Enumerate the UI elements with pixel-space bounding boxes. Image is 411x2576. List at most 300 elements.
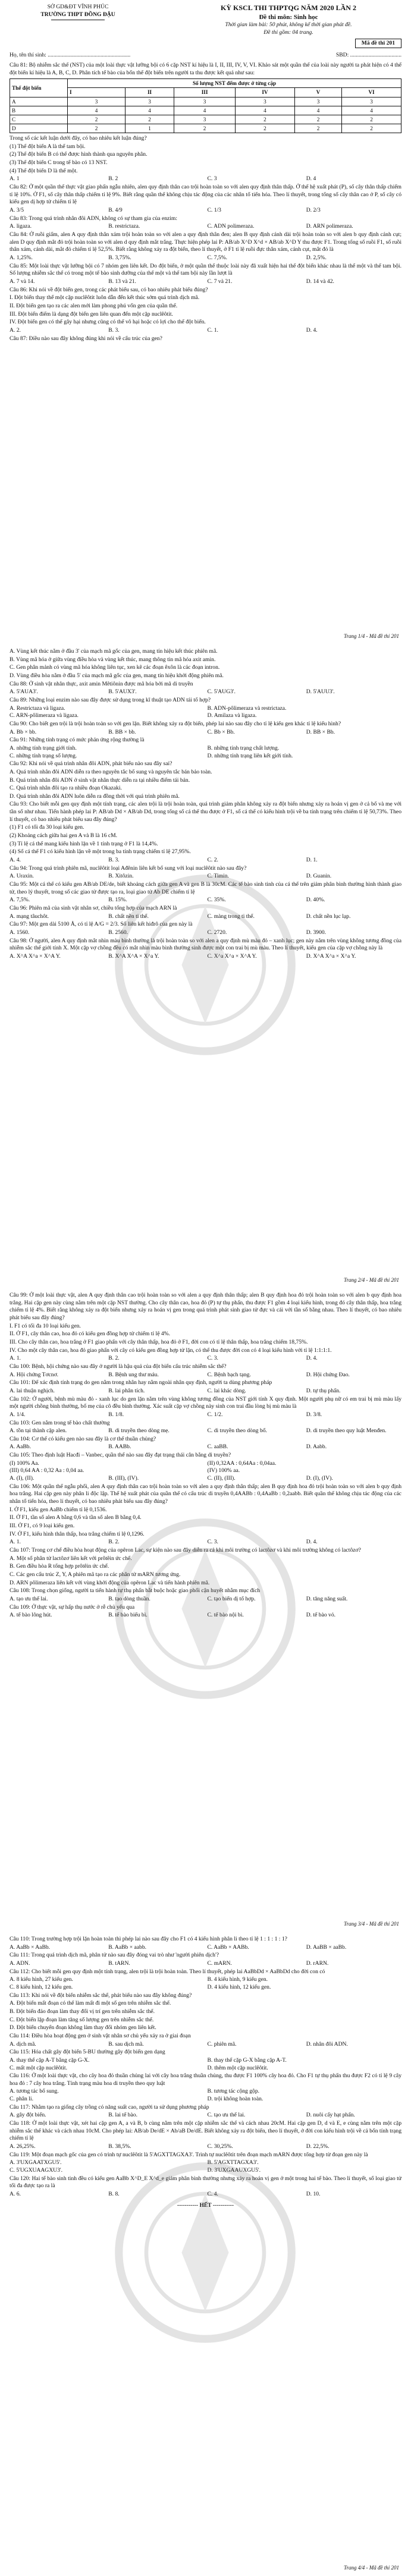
exam-title-block [175, 4, 401, 48]
answer-option[interactable]: A. Bb × bb. [10, 728, 37, 735]
answer-option[interactable]: A. 1,25%. [10, 254, 33, 261]
answer-option[interactable]: C. aaBB. [207, 1443, 228, 1451]
question: Câu 116: Ở một loài thực vật, cho cây hoa đỏ thuần chủng lai với cây hoa trắng thuần chủng, thu được F1 100% cây hoa đỏ. Cho F1 tự thụ phấn thu được F2 có tỉ lệ 9 cây hoa đỏ : 7 cây hoa trắng. Tính trạng màu hoa di truyền theo quy luật [10, 2072, 401, 2087]
answer-options [10, 953, 401, 961]
answer-options [10, 729, 401, 737]
answer-option[interactable]: D. Đột biến chuyển đoạn không làm thay đổi nhóm gen liên kết. [10, 2024, 156, 2031]
answer-option[interactable]: B. AaBb × aabb. [108, 1943, 147, 1951]
question: Câu 92: Khi nói về quá trình nhân đôi ADN, phát biểu nào sau đây sai? [10, 760, 172, 768]
answer-option[interactable]: D. Vùng điều hòa nằm ở đầu 5' của mạch mã gốc của gen, mang tín hiệu khởi động phiên mã. [10, 672, 224, 679]
answer-option[interactable]: B. Quá trình nhân đôi ADN ở sinh vật nhân thực diễn ra tại nhiều điểm tái bản. [10, 776, 190, 784]
question: Câu 103: Gen nằm trong tế bào chất thường [10, 1419, 110, 1426]
answer-option[interactable]: C. mARN. [207, 1959, 232, 1967]
question: Câu 86: Khi nói về đột biến gen, trong các phát biểu sau, có bao nhiêu phát biểu đúng? [10, 286, 208, 293]
answer-options [10, 207, 401, 215]
answer-option[interactable]: D. Guanin. [306, 873, 332, 880]
answer-option[interactable]: C. 7,5%. [207, 254, 228, 261]
answer-option[interactable]: A. 3/5 [10, 207, 24, 214]
answer-option[interactable]: A. Đột biến mất đoạn có thể làm mất đi một số gen trên nhiễm sắc thể. [10, 2000, 171, 2007]
answer-option[interactable]: C. 5'AUG3'. [207, 688, 236, 696]
question: Câu 105: Theo định luật Hacđi – Vanbec, quần thể nào sau đây đạt trạng thái cân bằng di truyền? [10, 1452, 231, 1459]
question: Câu 102: Ở người, bệnh mù màu đỏ - xanh lục do gen lặn nằm trên vùng không tương đồng của NST giới tính X quy định. Một người phụ nữ có em trai bị mù màu lấy một người chồng bình thường, bố mẹ của cô đều bình thường. Xác suất cặp vợ chồng này sinh con trai đầu lòng bị mù màu là [10, 1395, 401, 1410]
answer-option[interactable]: A. AaBb. [10, 1443, 31, 1451]
candidate-sbd: SBD: .................................... [335, 52, 401, 59]
answer-option[interactable]: B. BB × bb. [108, 728, 136, 735]
question: Câu 107: Trong cơ chế điều hòa hoạt động của opêron Lac, sự kiện nào sau đây diễn ra cả khi môi trường có lactôzơ và khi môi trường không có lactôzơ? [10, 1547, 361, 1553]
answer-option[interactable]: B. 2 [108, 175, 118, 183]
answer-option[interactable]: B. AABb. [108, 1443, 131, 1451]
answer-options [10, 1960, 401, 1968]
exam-pages: Đề thi gồm: 04 trang. [263, 29, 313, 36]
end-marker: ----------- HẾT ----------- [177, 2201, 234, 2209]
table-cell: 3 [126, 97, 174, 106]
answer-option[interactable]: B. thay thế cặp G-X bằng cặp A-T. [207, 2056, 287, 2064]
answer-option[interactable]: D. những tính trạng liên kết giới tính. [207, 752, 293, 759]
dept-name: SỞ GD&ĐT VĨNH PHÚC [47, 4, 109, 10]
answer-option[interactable]: D. X^A X^a × X^a Y. [306, 952, 356, 960]
question-prompt: Trong số các kết luận dưới đây, có bao nhiêu kết luận đúng? [10, 135, 147, 142]
answer-option[interactable]: A. Restrictaza và ligaza. [10, 704, 65, 712]
answer-options [10, 1427, 401, 1435]
answer-option[interactable]: C. Các gen cấu trúc Z, Y, A phiên mã tạo ra các phân tử mARN tương ứng. [10, 1571, 181, 1578]
answer-option[interactable]: A. 5'AUA3'. [10, 688, 38, 696]
page-footer: Trang 3/4 - Mã đề thi 201 [343, 1921, 399, 1927]
table-cell: 2 [236, 115, 295, 124]
candidate-name: Họ, tên thí sinh: .......................................................... [10, 52, 131, 59]
statement: (3) Thể đột biến C trong tế bào có 13 NST. [10, 159, 108, 166]
answer-option[interactable]: A. 1. [10, 1355, 21, 1362]
answer-option[interactable]: D. Quá trình nhân đôi ADN luôn diễn ra đồng thời với quá trình phiên mã. [10, 792, 180, 800]
answer-option[interactable]: D. 3'UXGAAUXGU5'. [207, 2167, 261, 2174]
answer-option[interactable]: D. Aabb. [306, 1443, 327, 1451]
answer-option[interactable]: D. rARN. [306, 1959, 329, 1967]
exam-page-4 [0, 1932, 411, 2575]
statement: (IV) 100% aa. [207, 1467, 240, 1474]
answer-options [10, 2057, 401, 2072]
answer-option[interactable]: B. 5'AUX3'. [108, 688, 137, 696]
table-cell: 2 [236, 124, 295, 133]
table-cell: 4 [68, 106, 126, 115]
answer-options [10, 2112, 401, 2119]
answer-option[interactable]: B. 2. [108, 1355, 120, 1362]
answer-option[interactable]: C. phân li. [10, 2096, 33, 2103]
answer-options [10, 254, 401, 262]
answer-options [10, 1411, 401, 1419]
answer-option[interactable]: C. phiên mã. [207, 2040, 237, 2047]
answer-option[interactable]: D. 4 kiểu hình, 12 kiểu gen. [207, 1983, 271, 1990]
answer-option[interactable]: A. ADN. [10, 1959, 30, 1967]
answer-option[interactable]: B. (III), (IV). [108, 1475, 139, 1482]
table-cell: A [10, 97, 68, 106]
answer-option[interactable]: A. 1. [10, 1539, 21, 1546]
answer-option[interactable]: D. tự thụ phấn. [306, 1387, 341, 1394]
statement: I. Ở F1, kiểu gen AaBb chiếm tỉ lệ 0,1536. [10, 1506, 107, 1513]
answer-option[interactable]: A. 3'UXGAATXGU5'. [10, 2159, 62, 2166]
answer-option[interactable]: A. AaBb × AaBb. [10, 1943, 51, 1951]
answer-option[interactable]: B. 15%. [108, 897, 127, 904]
statement: (1) Thể đột biến A là thể tam bội. [10, 143, 86, 150]
question: Câu 114: Điều hòa hoạt động gen ở sinh vật nhân sơ chủ yếu xảy ra ở giai đoạn [10, 2032, 191, 2039]
question: Câu 108: Trong chọn giống, người ta tiến hành tự thụ phấn bắt buộc hoặc giao phối cận huyết nhằm mục đích [10, 1587, 261, 1594]
answer-option[interactable]: B. tương tác cộng gộp. [207, 2088, 260, 2095]
answer-option[interactable]: C. 1/3 [207, 207, 221, 214]
question: Câu 98: Ở người, alen A quy định mắt nhìn màu bình thường là trội hoàn toàn so với alen a quy định mù màu đỏ – xanh lục; gen này nằm trên vùng không tương đồng của nhiễm sắc thể giới tính X. Một cặp vợ chồng đều có mắt nhìn màu bình thường sinh được một con trai bị mù màu. Theo lí thuyết, kiểu gen của cặp vợ chồng này là [10, 937, 401, 952]
answer-option[interactable]: C. tạo biến dị tổ hợp. [207, 1595, 256, 1602]
answer-option[interactable]: C. Bệnh bạch tạng. [207, 1371, 251, 1378]
statement: (4) Số cá thể F1 có kiểu hình lặn về một trong ba tính trạng chiếm tỉ lệ 27,95%. [10, 848, 191, 855]
answer-option[interactable]: B. sau dịch mã. [108, 2040, 144, 2047]
exam-page-1 [0, 0, 411, 644]
answer-option[interactable]: A. 1560. [10, 929, 30, 936]
answer-option[interactable]: D. 4 [306, 175, 316, 183]
answer-option[interactable]: C. 5'UGXUAAGXU3'. [10, 2167, 62, 2174]
answer-option[interactable]: D. tăng năng suất. [306, 1595, 348, 1602]
answer-options [10, 913, 401, 921]
answer-option[interactable]: B. lai phân tích. [108, 1387, 145, 1394]
answer-option[interactable]: C. 1/2. [207, 1411, 223, 1418]
page-footer: Trang 2/4 - Mã đề thi 201 [343, 1277, 399, 1284]
answer-option[interactable]: C. màng trong ti thể. [207, 913, 255, 920]
answer-option[interactable]: B. 3. [108, 857, 120, 864]
question: Câu 109: Ở thực vật, sự hấp thụ nước ở rễ chủ yếu qua [10, 1603, 135, 1611]
answer-option[interactable]: D. 3/8. [306, 1411, 322, 1418]
answer-options [10, 1596, 401, 1603]
answer-option[interactable]: D. trội không hoàn toàn. [207, 2096, 263, 2103]
table-cell: 4 [342, 106, 401, 115]
answer-option[interactable]: A. Hội chứng Tơcnơ. [10, 1371, 59, 1378]
answer-option[interactable]: A. lai thuận nghịch. [10, 1387, 55, 1394]
answer-option[interactable]: C. (II), (III). [207, 1475, 236, 1482]
table-cell: 3 [174, 97, 236, 106]
answer-option[interactable]: A. 6. [10, 2191, 21, 2197]
answer-option[interactable]: B. 3. [108, 326, 120, 334]
answer-option[interactable]: C. 4. [207, 2191, 218, 2197]
page-footer: Trang 4/4 - Mã đề thi 201 [343, 2565, 399, 2571]
statement: III. Cho cây thân cao, hoa trắng ở F1 giao phấn với cây thân thấp, hoa đỏ ở F1, đời con có tỉ lệ thân thấp, hoa trắng chiếm 18,75%. [10, 1338, 308, 1345]
answer-option[interactable]: D. 40%. [306, 897, 325, 904]
question: Câu 93: Cho biết mỗi gen quy định một tính trạng, các alen trội là trội hoàn toàn, quá trình giảm phân không xảy ra đột biến nhưng xảy ra hoán vị gen ở cả bố và mẹ với tần số như nhau. Tiến hành phép lai P: AB/ab Dd × AB/ab Dd, trong tổng số cá thể thu được ở F1, số cá thể có kiểu hình trội về ba tính trạng trên chiếm tỉ lệ 50,73%. Theo lí thuyết, có bao nhiêu phát biểu sau đây đúng? [10, 801, 401, 823]
answer-option[interactable]: C. Đột biến lặp đoạn làm tăng số lượng gen trên nhiễm sắc thể. [10, 2016, 154, 2023]
statement: (1) F1 có tối đa 30 loại kiểu gen. [10, 824, 84, 831]
answer-option[interactable]: B. 8. [108, 2191, 120, 2197]
answer-option[interactable]: C. những tính trạng số lượng. [10, 752, 77, 759]
answer-option[interactable]: C. 2. [207, 857, 218, 864]
answer-option[interactable]: C. Gen phân mảnh có vùng mã hóa không liên tục, xen kẽ các đoạn êxôn là các đoạn intron. [10, 664, 220, 671]
answer-option[interactable]: A. 1/4. [10, 1411, 26, 1418]
answer-option[interactable]: B. di truyền theo dòng mẹ. [108, 1427, 170, 1435]
answer-option[interactable]: C. tế bào nội bì. [207, 1612, 244, 1619]
table-cell: B [10, 106, 68, 115]
answer-option[interactable]: B. X^A X^A × X^a Y. [108, 952, 159, 960]
answer-option[interactable]: D. chất nền lục lạp. [306, 913, 351, 920]
answer-option[interactable]: A. tương tác bổ sung. [10, 2088, 59, 2095]
answer-options [10, 2088, 401, 2103]
answer-option[interactable]: C. 8 kiểu hình, 12 kiểu gen. [10, 1983, 73, 1990]
answer-option[interactable]: C. X^a X^a × X^A Y. [207, 952, 257, 960]
statements [10, 1460, 401, 1475]
answer-option[interactable]: A. tế bào lông hút. [10, 1612, 52, 1619]
answer-option[interactable]: A. những tính trạng giới tính. [10, 744, 77, 751]
table-cell: 2 [294, 124, 341, 133]
answer-option[interactable]: D. 22,5%. [306, 2143, 330, 2150]
answer-option[interactable]: A. Quá trình nhân đôi ADN diễn ra theo nguyên tắc bổ sung và nguyên tắc bán bảo toàn. [10, 768, 212, 775]
answer-option[interactable]: C. ARN-pôlimeraza và ligaza. [10, 712, 79, 719]
statement: (4) Thể đột biến D là thể một. [10, 167, 78, 174]
question: Câu 120: Hai tế bào sinh tinh đều có kiểu gen AaBb X^D_E X^d_e giảm phân bình thường nhưng xảy ra hoán vị gen ở một trong hai tế bào. Theo lí thuyết, số loại giao tử tối đa được tạo ra là [10, 2175, 401, 2190]
question: Câu 111: Trong quá trình dịch mã, phân tử nào sau đây đóng vai trò như 'người phiên dịch'? [10, 1952, 219, 1959]
table-cell: 3 [174, 115, 236, 124]
answer-options [10, 1372, 401, 1379]
answer-option[interactable]: B. lai tế bào. [108, 2112, 138, 2119]
answer-option[interactable]: A. gây đột biến. [10, 2112, 46, 2119]
table-cell: C [10, 115, 68, 124]
answer-option[interactable]: C. 7 và 21. [207, 278, 233, 285]
answer-options [10, 2191, 401, 2198]
answer-option[interactable]: C. Quá trình nhân đôi tạo ra nhiều đoạn Okazaki. [10, 785, 122, 792]
answer-option[interactable]: D. nuôi cấy hạt phấn. [306, 2112, 355, 2119]
answer-option[interactable]: A. 26,25%. [10, 2143, 36, 2150]
answer-options [10, 1475, 401, 1483]
table-col: III [174, 88, 236, 97]
table-header: Số lượng NST đếm được ở từng cặp [68, 79, 401, 88]
answer-option[interactable]: B. Vùng mã hóa ở giữa vùng điều hòa và vùng kết thúc, mang thông tin mã hóa axit amin. [10, 656, 216, 663]
answer-options [10, 2143, 401, 2151]
answer-option[interactable]: C. 3. [207, 1539, 218, 1546]
answer-option[interactable]: B. Xitôzin. [108, 873, 134, 880]
answer-option[interactable]: B. 13 và 21. [108, 278, 136, 285]
answer-options [10, 1388, 401, 1395]
table-cell: 4 [236, 106, 295, 115]
answer-option[interactable]: C. Bb × Bb. [207, 728, 235, 735]
answer-options [10, 175, 401, 183]
answer-option[interactable]: D. di truyền theo quy luật Menđen. [306, 1427, 387, 1435]
statement: III. Ở F1, có 9 loại kiểu gen. [10, 1523, 75, 1530]
answer-option[interactable]: A. 7,5%. [10, 897, 30, 904]
answer-options [10, 1355, 401, 1363]
table-cell: 2 [68, 124, 126, 133]
answer-option[interactable]: D. nhân đôi ADN. [306, 2040, 348, 2047]
answer-options [10, 857, 401, 864]
question: Câu 100: Bệnh, hội chứng nào sau đây ở người là hậu quả của đột biến cấu trúc nhiễm sắc thể? [10, 1363, 227, 1370]
question: Câu 119: Một đoạn mạch gốc của gen có trình tự nuclêôtit là 5'AGXTTAGXA3'. Trình tự nuclêôtit trên đoạn mạch mARN được tổng hợp từ đoạn gen này là [10, 2151, 368, 2158]
answer-option[interactable]: C. mất một cặp nuclêôtit. [10, 2064, 67, 2071]
table-cell: D [10, 124, 68, 133]
table-cell: 3 [68, 97, 126, 106]
answer-option[interactable]: D. 5'AUU3'. [306, 688, 335, 696]
question: Câu 101: Để xác định tính trạng do gen nằm trong nhân hay nằm ngoài nhân quy định, người ta dùng phương pháp [10, 1379, 272, 1386]
exam-header [10, 4, 401, 48]
statement: I. Đột biến thay thế một cặp nuclêôtit luôn dẫn đến kết thúc sớm quá trình dịch mã. [10, 294, 200, 301]
answer-option[interactable]: A. Vùng kết thúc nằm ở đầu 3' của mạch mã gốc của gen, mang tín hiệu kết thúc phiên mã. [10, 648, 218, 655]
table-cell: 1 [126, 124, 174, 133]
answer-option[interactable]: D. Hội chứng Đao. [306, 1371, 350, 1378]
answer-option[interactable]: C. lai khác dòng. [207, 1387, 246, 1394]
answer-option[interactable]: D. 4. [306, 1539, 318, 1546]
table-cell: 4 [126, 106, 174, 115]
answer-option[interactable]: A. 1 [10, 175, 20, 183]
answer-options [10, 1612, 401, 1619]
answer-option[interactable]: C. 3 [207, 175, 217, 183]
question: Câu 82: Ở một quần thể thực vật giao phấn ngẫu nhiên, alen quy định thân cao trội hoàn toàn so với alen quy định thân thấp. Ở thế hệ xuất phát (P), số cây thân thấp chiếm tỉ lệ 10%. Ở F1, số cây thân thấp chiếm tỉ lệ 9%. Biết rằng quần thể không chịu tác động của các nhân tố tiến hóa. Theo lí thuyết, trong tổng số cây thân cao ở P, số cây có kiểu gen dị hợp tử chiếm tỉ lệ [10, 184, 401, 206]
question: Câu 81: Bộ nhiễm sắc thể (NST) của một loài thực vật lưỡng bội có 6 cặp NST kí hiệu là I, II, III, IV, V, VI. Khảo sát một quần thể của loài này người ta phát hiện có 4 thể đột biến kí hiệu là A, B, C, D. Phân tích tế bào của bốn thể đột biến trên người ta thu được kết quả như sau: [10, 61, 401, 76]
answer-option[interactable]: B. 2560. [108, 929, 128, 936]
answer-option[interactable]: A. 7 và 14. [10, 278, 35, 285]
table-cell: 4 [294, 106, 341, 115]
answer-option[interactable]: D. 1. [306, 857, 318, 864]
answer-option[interactable]: A. 8 kiểu hình, 27 kiểu gen. [10, 1976, 73, 1983]
answer-option[interactable]: A. dịch mã. [10, 2040, 36, 2047]
statement: I. F1 có tối đa 10 loại kiểu gen. [10, 1322, 81, 1329]
answer-option[interactable]: C. ADN polimeraza. [207, 223, 255, 230]
answer-options [10, 223, 401, 231]
answer-option[interactable]: A. X^A X^a × X^A Y. [10, 952, 61, 960]
answer-options [10, 745, 401, 760]
table-cell: 2 [342, 115, 401, 124]
table-cell: 3 [294, 97, 341, 106]
answer-option[interactable]: B. 38,5%. [108, 2143, 131, 2150]
statement: II. Ở F1, tần số alen A bằng 0,6 và tần số alen B bằng 0,4. [10, 1514, 142, 1521]
answer-option[interactable]: B. 4/9 [108, 207, 123, 214]
statement: II. Ở F1, cây thân cao, hoa đỏ có kiểu gen đồng hợp tử chiếm tỉ lệ 4%. [10, 1331, 171, 1338]
answer-option[interactable]: B. 4 kiểu hình, 9 kiểu gen. [207, 1976, 268, 1983]
answer-option[interactable]: B. 5'AGXTTAGXA3'. [207, 2159, 259, 2166]
question: Câu 106: Một quần thể ngẫu phối, alen A quy định thân cao trội hoàn toàn so với alen a quy định thân thấp; alen B quy định hoa đỏ trội hoàn toàn so với alen b quy định hoa trắng. Hai cặp gen này phân li độc lập. Thế hệ xuất phát của quần thể có cấu trúc di truyền 0,4AABb : 0,4AaBb : 0,2aabb. Biết quần thể không chịu tác động của các nhân tố tiến hóa, theo lí thuyết, có bao nhiêu phát biểu sau đây đúng? [10, 1483, 401, 1505]
statement: (II) 0,32AA : 0,64Aa : 0,04aa. [207, 1460, 277, 1467]
answer-option[interactable]: C. 30,25%. [207, 2143, 233, 2150]
table-header: Thể đột biến [10, 79, 68, 97]
answer-option[interactable]: D. 4. [306, 326, 318, 334]
answer-option[interactable]: A. ligaza. [10, 223, 32, 230]
answer-option[interactable]: A. mạng tâuchôt. [10, 913, 49, 920]
answer-option[interactable]: B. tế bào biểu bì. [108, 1612, 148, 1619]
answer-options [10, 929, 401, 937]
answer-option[interactable]: D. 2,5%. [306, 254, 327, 261]
table-col: V [294, 88, 341, 97]
question: Câu 97: Một gen dài 5100 Å, có tỉ lệ A/G = 2/3. Số liên kết hiđrô của gen này là [10, 921, 193, 928]
answer-option[interactable]: A. 4. [10, 857, 21, 864]
statement: (III) 0,64 AA : 0,32 Aa : 0,04 aa. [10, 1467, 84, 1474]
table-row [10, 124, 401, 133]
answer-option[interactable]: B. 3,75%. [108, 254, 131, 261]
answer-options [10, 1443, 401, 1451]
statement: IV. Ở F1, kiểu hình thân thấp, hoa trắng chiếm tỉ lệ 0,1296. [10, 1530, 145, 1537]
answer-options [10, 897, 401, 904]
answer-option[interactable]: D. 10. [306, 2191, 321, 2197]
answer-option[interactable]: A. (I), (II). [10, 1475, 34, 1482]
school-name: TRƯỜNG THPT ĐỒNG ĐẬU [40, 11, 115, 18]
exam-time: Thời gian làm bài: 50 phút, không kể thời gian phát đề. [225, 21, 352, 29]
answer-option[interactable]: C. 35%. [207, 897, 226, 904]
answer-option[interactable]: C. Timin. [207, 873, 230, 880]
answer-option[interactable]: A. tạo ưu thế lai. [10, 1595, 48, 1602]
answer-options [10, 327, 401, 335]
question: Câu 94: Trong quá trình phiên mã, nuclêôtit loại Ađênin liên kết bổ sung với loại nuclêôtit nào sau đây? [10, 864, 247, 872]
question: Câu 110: Trong trường hợp trội lặn hoàn toàn thì phép lai nào sau đây cho F1 có 4 kiểu hình phân li theo tỉ lệ 1 : 1 : 1 : 1? [10, 1936, 287, 1942]
answer-option[interactable]: B. ADN-pôlimeraza và restrictaza. [207, 704, 287, 712]
answer-option[interactable]: C. 3. [207, 1355, 218, 1362]
exam-title: KỲ KSCL THI THPTQG NĂM 2020 LẦN 2 [221, 4, 356, 12]
answer-option[interactable]: B. restrictaza. [108, 223, 140, 230]
page-footer: Trang 1/4 - Mã đề thi 201 [343, 633, 399, 640]
answer-option[interactable]: C. 1. [207, 326, 218, 334]
answer-options [10, 1976, 401, 1991]
answer-option[interactable]: C. di truyền theo dòng bố. [207, 1427, 267, 1435]
answer-option[interactable]: D. tế bào vỏ. [306, 1612, 336, 1619]
answer-option[interactable]: A. Một số phân tử lactôzơ liên kết với prôtêin ức chế. [10, 1555, 132, 1562]
answer-option[interactable]: B. Gen điều hòa R tổng hợp prôtêin ức chế. [10, 1563, 109, 1570]
question: Câu 90: Cho biết gen trội là trội hoàn toàn so với gen lặn. Biết không xảy ra đột biến, phép lai nào sau đây cho tỉ lệ kiểu gen khác tỉ lệ kiểu hình? [10, 720, 341, 727]
answer-option[interactable]: D. BB × Bb. [306, 728, 335, 735]
table-col: II [126, 88, 174, 97]
answer-option[interactable]: D. 4. [306, 1355, 318, 1362]
table-cell: 3 [236, 97, 295, 106]
answer-options [10, 873, 401, 880]
exam-subject: Đề thi môn: Sinh học [259, 13, 318, 21]
table-row [10, 106, 401, 115]
answer-option[interactable]: C. 2720. [207, 929, 227, 936]
statement: (3) Tỉ lệ cá thể mang kiểu hình lặn về 1 tính trạng ở F1 là 14,4%. [10, 840, 158, 847]
answer-option[interactable]: D. 3900. [306, 929, 327, 936]
answer-option[interactable]: D. (I), (IV). [306, 1475, 333, 1482]
answer-option[interactable]: A. Uraxin. [10, 873, 34, 880]
answer-option[interactable]: B. 1/8. [108, 1411, 124, 1418]
mutation-table [10, 78, 401, 133]
answer-option[interactable]: D. ARN pôlimeraza liên kết với vùng khởi động của opêron Lac và tiến hành phiên mã. [10, 1579, 210, 1586]
table-row [10, 97, 401, 106]
table-col: I [68, 88, 126, 97]
table-row [10, 115, 401, 124]
question: Câu 84: Ở ruồi giấm, alen A quy định thân xám trội hoàn toàn so với alen a quy định thân đen; alen B quy định cánh dài trội hoàn toàn so với alen b quy định cánh cụt; alen D quy định mắt đỏ trội hoàn toàn so với alen d quy định mắt trắng. Thực hiện phép lai P: AB/ab X^D X^d × AB/ab X^D Y thu được F1. Trong tổng số ruồi F1, số ruồi thân xám, cánh dài, mắt đỏ chiếm tỉ lệ 52,5%. Biết rằng không xảy ra đột biến, theo lí thuyết, ở F1 tỉ lệ ruồi đực thân xám, cánh cụt, mắt đỏ là [10, 231, 401, 253]
answer-option[interactable]: A. tồn tại thành cặp alen. [10, 1427, 67, 1435]
answer-option[interactable]: C. tạo ưu thế lai. [207, 2112, 246, 2119]
answer-option[interactable]: D. Amilaza và ligaza. [207, 712, 257, 719]
answer-option[interactable]: D. AaBB × aaBb. [306, 1943, 347, 1951]
answer-option[interactable]: B. chất nền ti thể. [108, 913, 149, 920]
table-cell: 2 [68, 115, 126, 124]
table-cell: 4 [174, 106, 236, 115]
question: Câu 112: Cho biết mỗi gen quy định một tính trạng, alen trội là trội hoàn toàn. Theo lí thuyết, phép lai AaBbDd × AaBbDd cho đời con có [10, 1968, 325, 1975]
answer-options [10, 688, 401, 696]
statement: (2) Khoảng cách giữa hai gen A và B là 16 cM. [10, 832, 118, 839]
answer-option[interactable]: B. Đột biến đảo đoạn làm thay đổi vị trí gen trên nhiễm sắc thể. [10, 2008, 155, 2015]
answer-option[interactable]: D. thêm một cặp nuclêôtit. [207, 2064, 268, 2071]
answer-option[interactable]: D. ARN polimeraza. [306, 223, 353, 230]
answer-options [10, 705, 401, 720]
answer-option[interactable]: A. 2. [10, 326, 21, 334]
question: Câu 95: Một cá thể có kiểu gen AB/ab DE/de, biết khoảng cách giữa gen A và gen B là 30cM. Các tế bào sinh tinh của cá thể trên giảm phân bình thường hình thành giao tử, theo lý thuyết, trong số các giao tử được tạo ra, loại giao tử Ab DE chiếm tỉ lệ [10, 881, 401, 895]
answer-option[interactable]: D. 2/3 [306, 207, 321, 214]
answer-option[interactable]: B. tARN. [108, 1959, 130, 1967]
question: Câu 91: Những tính trạng có mức phản ứng rộng thường là [10, 737, 145, 744]
answer-option[interactable]: C. AaBb × AABb. [207, 1943, 249, 1951]
question: Câu 113: Khi nói về đột biến nhiễm sắc thể, phát biểu nào sau đây không đúng? [10, 1992, 192, 1999]
answer-option[interactable]: B. những tính trạng chất lượng. [207, 744, 280, 751]
table-cell: 3 [342, 97, 401, 106]
exam-code-box: Mã đề thi 201 [355, 39, 401, 49]
answer-option[interactable]: B. 2. [108, 1539, 120, 1546]
answer-option[interactable]: A. thay thế cặp A-T bằng cặp G-X. [10, 2056, 90, 2064]
answer-option[interactable]: B. Bệnh ung thư máu. [108, 1371, 159, 1378]
answer-option[interactable]: B. tạo dòng thuần. [108, 1595, 150, 1602]
table-cell: 2 [294, 115, 341, 124]
answer-options [10, 2041, 401, 2049]
question: Câu 83: Trong quá trình nhân đôi ADN, không có sự tham gia của enzim: [10, 215, 178, 222]
answer-options [10, 1944, 401, 1952]
question: Câu 88: Ở sinh vật nhân thực, axit amin Mêtiônin được mã hóa bởi mã di truyền [10, 680, 193, 687]
answer-option[interactable]: D. 14 và 42. [306, 278, 334, 285]
table-cell: 2 [342, 124, 401, 133]
candidate-info [10, 52, 401, 59]
